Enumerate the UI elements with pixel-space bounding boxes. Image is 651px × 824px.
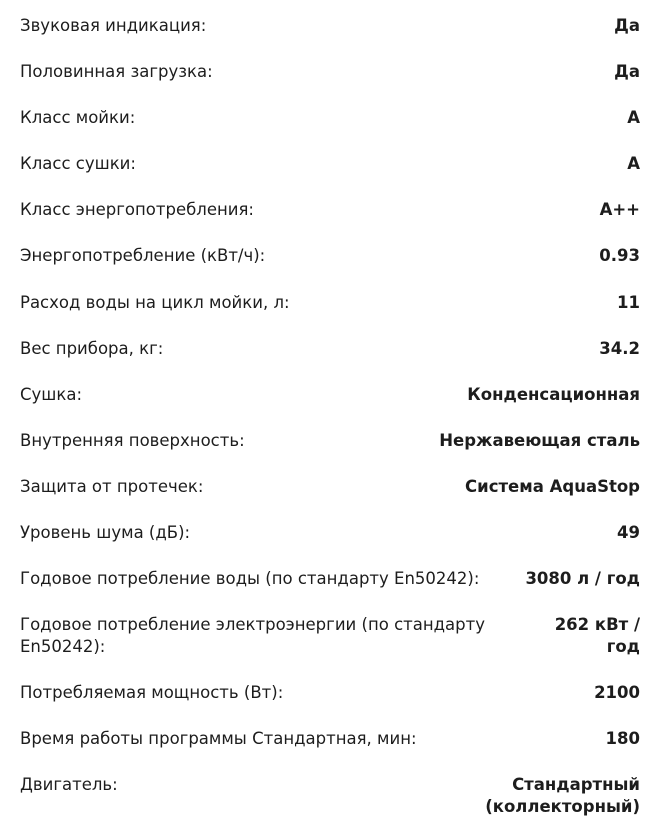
- spec-label: Класс мойки:: [20, 108, 136, 127]
- spec-value: 3080 л / год: [525, 569, 640, 588]
- spec-value: 262 кВт / год: [554, 615, 640, 656]
- spec-label: Время работы программы Стандартная, мин:: [20, 729, 417, 748]
- spec-value: A++: [599, 200, 640, 219]
- spec-row-annual-electricity: [20, 614, 640, 658]
- spec-row-inner-surface: [20, 430, 640, 452]
- spec-row-water-per-cycle: [20, 292, 640, 314]
- spec-label: Класс сушки:: [20, 154, 136, 173]
- spec-row-motor: [20, 774, 640, 818]
- spec-value: A: [627, 108, 640, 127]
- spec-row-noise-level: [20, 522, 640, 544]
- spec-label: Защита от протечек:: [20, 477, 204, 496]
- spec-value: 0.93: [599, 246, 640, 265]
- spec-value: Стандартный (коллекторный): [485, 775, 640, 816]
- spec-label: Годовое потребление электроэнергии (по стандарту En50242):: [20, 615, 486, 656]
- spec-label: Уровень шума (дБ):: [20, 523, 191, 542]
- spec-value: Нержавеющая сталь: [439, 431, 640, 450]
- spec-row-power: [20, 682, 640, 704]
- spec-value: 180: [605, 729, 640, 748]
- spec-label: Двигатель:: [20, 775, 118, 794]
- spec-row-energy-consumption: [20, 245, 640, 267]
- spec-row-weight: [20, 338, 640, 360]
- spec-value: Конденсационная: [467, 385, 640, 404]
- spec-value: Да: [614, 16, 640, 35]
- spec-value: 11: [617, 293, 640, 312]
- spec-label: Внутренняя поверхность:: [20, 431, 245, 450]
- spec-row-sound-indication: [20, 15, 640, 37]
- spec-value: A: [627, 154, 640, 173]
- spec-row-standard-program-time: [20, 728, 640, 750]
- spec-label: Звуковая индикация:: [20, 16, 207, 35]
- spec-value: 49: [617, 523, 640, 542]
- spec-row-energy-class: [20, 199, 640, 221]
- spec-row-annual-water: [20, 568, 640, 590]
- spec-label: Вес прибора, кг:: [20, 339, 164, 358]
- spec-row-leak-protection: [20, 476, 640, 498]
- spec-row-half-load: [20, 61, 640, 83]
- spec-label: Сушка:: [20, 385, 83, 404]
- spec-row-dry-class: [20, 153, 640, 175]
- spec-value: 2100: [594, 683, 640, 702]
- spec-row-drying: [20, 384, 640, 406]
- spec-label: Энергопотребление (кВт/ч):: [20, 246, 266, 265]
- spec-value: Да: [614, 62, 640, 81]
- spec-label: Класс энергопотребления:: [20, 200, 254, 219]
- spec-label: Половинная загрузка:: [20, 62, 213, 81]
- spec-value: Система AquaStop: [465, 477, 640, 496]
- spec-value: 34.2: [599, 339, 640, 358]
- spec-row-wash-class: [20, 107, 640, 129]
- spec-label: Расход воды на цикл мойки, л:: [20, 293, 290, 312]
- spec-label: Потребляемая мощность (Вт):: [20, 683, 284, 702]
- spec-label: Годовое потребление воды (по стандарту En50242):: [20, 569, 480, 588]
